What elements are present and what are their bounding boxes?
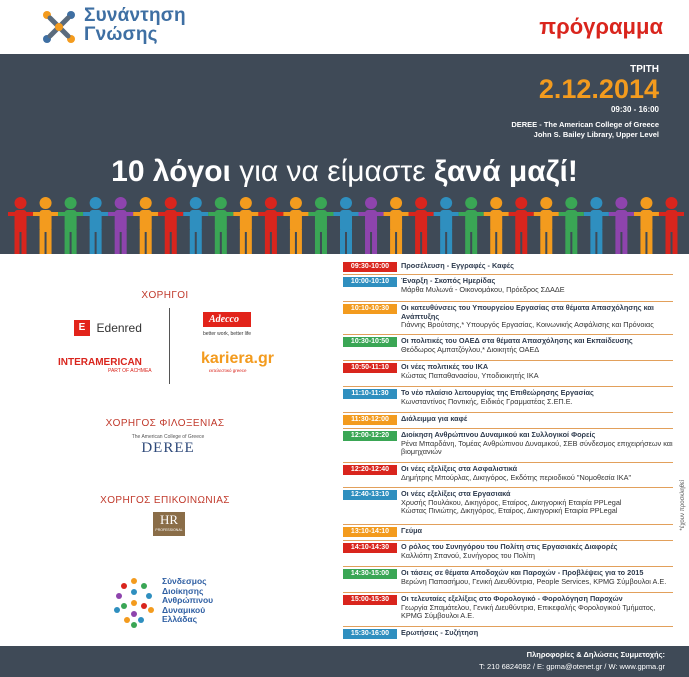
event-venue [511, 120, 659, 140]
time-badge: 11:10-11:30 [343, 389, 397, 399]
session-title: Το νέο πλαίσιο λειτουργίας της Επιθεώρησης Εργασίας [401, 388, 594, 397]
session-text [401, 465, 676, 482]
session-title: Έναρξη - Σκοπός Ημερίδας [401, 276, 496, 285]
session-text [401, 337, 676, 354]
person-figure [33, 197, 58, 254]
person-figure [359, 197, 384, 254]
session-title: Οι κατευθύνσεις του Υπουργείου Εργασίας στα θέματα Απασχόλησης και Ανάπτυξης [401, 303, 654, 321]
person-figure [534, 197, 559, 254]
kariera-logo [201, 350, 274, 373]
deree-name: DEREE [141, 440, 195, 456]
row-divider [343, 428, 673, 429]
person-figure [133, 197, 158, 254]
time-badge: 10:00-10:10 [343, 277, 397, 287]
time-badge: 14:30-15:00 [343, 569, 397, 579]
session-text [401, 595, 676, 621]
time-badge: 14:10-14:30 [343, 543, 397, 553]
time-badge: 11:30-12:00 [343, 415, 397, 425]
headline-part-3: ξανά μαζί! [433, 155, 578, 188]
session-speaker: Κώστας Παπαθανασίου, Υποδιοικητής ΙΚΑ [401, 370, 539, 380]
session-text [401, 277, 676, 294]
hosting-sponsor-title: ΧΟΡΗΓΟΣ ΦΙΛΟΞΕΝΙΑΣ [105, 418, 225, 429]
kariera-name: kariera.gr [201, 350, 274, 367]
headline-part-1: 10 λόγοι [111, 155, 231, 188]
sdade-line-5: Ελλάδας [162, 614, 198, 624]
session-speaker: Γιάννης Βρούτσης,* Υπουργός Εργασίας, Κοινωνικής Ασφάλισης και Πρόνοιας [401, 320, 654, 330]
session-speaker: Θεόδωρος Αμπατζόγλου,* Διοικητής ΟΑΕΔ [401, 344, 540, 354]
session-speaker: Γεωργία Σπαμάτελου, Γενική Διευθύντρια, Επικεφαλής Φορολογικού Τμήματος, [401, 602, 656, 612]
row-divider [343, 334, 673, 335]
session-speaker: Χρυσής Πουλάκου, Δικηγόρος, Εταίρος, Δικηγορική Εταιρία PPLegal [401, 497, 622, 507]
footer-info-label: Πληροφορίες & Δηλώσεις Συμμετοχής: [526, 650, 665, 659]
session-text [401, 490, 676, 516]
session-speaker: KPMG Σύμβουλοι Α.Ε. [401, 611, 475, 621]
time-badge: 15:30-16:00 [343, 629, 397, 639]
person-figure [409, 197, 434, 254]
kariera-tagline: εκτελεστικό greece [209, 368, 247, 373]
time-badge: 15:00-15:30 [343, 595, 397, 605]
session-speaker: Ρένα Μπαρδάνη, Τομέας Ανθρώπινου Δυναμικού, ΣΕΒ σύνδεσμος επιχειρήσεων και βιομηχανιών [401, 438, 673, 457]
session-text [401, 629, 676, 638]
person-figure [634, 197, 659, 254]
sdade-line-4: Δυναμικού [162, 604, 206, 615]
sponsors-panel [0, 254, 330, 646]
row-divider [343, 566, 673, 567]
session-text [401, 363, 676, 380]
event-date: 2.12.2014 [538, 74, 659, 104]
session-title: Οι νέες εξελίξεις στα Ασφαλιστικά [401, 464, 518, 473]
time-badge: 12:00-12:20 [343, 431, 397, 441]
session-speaker: Καλλιόπη Σπανού, Συνήγορος του Πολίτη [401, 550, 535, 560]
time-badge: 10:30-10:50 [343, 337, 397, 347]
sdade-logo-icon [109, 576, 159, 628]
person-figure [559, 197, 584, 254]
edenred-name: Edenred [96, 321, 142, 335]
person-figure [459, 197, 484, 254]
adecco-tagline: better work, better life [203, 331, 252, 337]
person-figure [258, 197, 283, 254]
session-title: Γεύμα [401, 526, 423, 535]
person-figure [609, 197, 634, 254]
session-title: Διοίκηση Ανθρώπινου Δυναμικού και Συλλογικοί Φορείς [401, 430, 596, 439]
time-badge: 12:20-12:40 [343, 465, 397, 475]
session-text [401, 543, 676, 560]
row-divider [343, 626, 673, 627]
logo-wordmark [84, 6, 186, 44]
row-divider [343, 386, 673, 387]
person-figure [83, 197, 108, 254]
person-figure [108, 197, 133, 254]
event-day: ΤΡΙΤΗ [630, 64, 659, 75]
session-title: Οι τάσεις σε θέματα Αποδοχών και Παροχών - Προβλέψεις για το 2015 [401, 568, 644, 577]
person-figure [584, 197, 609, 254]
row-divider [343, 274, 673, 275]
logo-people-icon [38, 6, 80, 48]
sdade-line-3: Ανθρώπινου [162, 595, 214, 605]
page-header [0, 0, 689, 54]
time-badge: 10:10-10:30 [343, 304, 397, 314]
interamerican-name: INTERAMERICAN [58, 357, 142, 368]
row-divider [343, 301, 673, 302]
logo-line-1: Συνάντηση [84, 5, 186, 26]
session-speaker: Κωνσταντίνος Ποντικής, Ειδικός Γραμματέας Σ.ΕΠ.Ε. [401, 396, 573, 406]
footer-contact: T: 210 6824092 / E: gpma@otenet.gr / W: www.gpma.gr [479, 662, 665, 671]
session-speaker: Κώστας Πινιώτης, Δικηγόρος, Εταίρος, Δικηγορική Εταιρία PPLegal [401, 506, 618, 516]
sdade-line-1: Σύνδεσμος [162, 576, 207, 586]
person-figure [233, 197, 258, 254]
headline-part-2: για να είμαστε [230, 155, 434, 188]
row-divider [343, 462, 673, 463]
headline [0, 155, 689, 189]
session-speaker: Βερώνη Παπασήμου, Γενική Διευθύντρια, People Services, KPMG Σύμβουλοι Α.Ε. [401, 576, 667, 586]
sdade-wordmark [162, 577, 213, 625]
person-figure [333, 197, 358, 254]
row-divider [343, 524, 673, 525]
time-badge: 10:50-11:10 [343, 363, 397, 373]
session-title: Οι νέες πολιτικές του ΙΚΑ [401, 362, 489, 371]
session-text [401, 569, 676, 586]
person-figure [384, 197, 409, 254]
adecco-name: Adecco [203, 312, 251, 327]
session-title: Προσέλευση - Εγγραφές - Καφές [401, 261, 514, 270]
session-title: Ερωτήσεις - Συζήτηση [401, 628, 479, 637]
hr-name: HR [159, 512, 179, 527]
invited-note: *έχουν προσκληθεί [680, 480, 686, 531]
time-badge: 12:40-13:10 [343, 490, 397, 500]
sdade-line-2: Διοίκησης [162, 585, 204, 596]
footer [0, 646, 689, 677]
session-text [401, 415, 676, 424]
edenred-icon: E [74, 320, 90, 336]
session-text [401, 527, 676, 536]
hero-band [0, 54, 689, 254]
interamerican-tagline: PART OF ACHMEA [108, 368, 152, 374]
session-title: Διάλειμμα για καφέ [401, 414, 468, 423]
adecco-logo [203, 312, 251, 337]
row-divider [343, 487, 673, 488]
program-label: πρόγραμμα [539, 14, 663, 39]
session-title: Ο ρόλος του Συνηγόρου του Πολίτη στις Εργασιακές Διαφορές [401, 542, 618, 551]
session-title: Οι νέες εξελίξεις στα Εργασιακά [401, 489, 511, 498]
person-figure [308, 197, 333, 254]
session-text [401, 304, 676, 330]
person-figure [283, 197, 308, 254]
people-chain-illustration [8, 196, 684, 254]
session-text [401, 431, 676, 457]
person-figure [58, 197, 83, 254]
row-divider [343, 412, 673, 413]
session-speaker: Μάρθα Μυλωνά - Οικονομάκου, Πρόεδρος ΣΔΑΔΕ [401, 284, 565, 294]
session-title: Οι τελευταίες εξελίξεις στο Φορολογικό - Φορολόγηση Παροχών [401, 594, 623, 603]
person-figure [158, 197, 183, 254]
hr-tagline: PROFESSIONAL [155, 528, 183, 532]
person-figure [183, 197, 208, 254]
row-divider [343, 592, 673, 593]
person-figure [484, 197, 509, 254]
person-figure [659, 197, 684, 254]
session-text [401, 389, 676, 406]
person-figure [208, 197, 233, 254]
session-title: Οι πολιτικές του ΟΑΕΔ στα θέματα Απασχόλησης και Εκπαίδευσης [401, 336, 633, 345]
person-figure [434, 197, 459, 254]
session-speaker: Δημήτρης Μπούρλας, Δικηγόρος, Εκδότης περιοδικού "Νομοθεσία ΙΚΑ" [401, 472, 632, 482]
row-divider [343, 360, 673, 361]
venue-line-2: John S. Bailey Library, Upper Level [533, 130, 659, 139]
interamerican-logo [58, 357, 152, 374]
deree-top-line: The American College of Greece [131, 434, 205, 440]
venue-line-1: DEREE - The American College of Greece [511, 120, 659, 129]
session-text [401, 262, 676, 271]
comm-sponsor-title: ΧΟΡΗΓΟΣ ΕΠΙΚΟΙΝΩΝΙΑΣ [100, 495, 230, 506]
edenred-logo [74, 320, 142, 336]
person-figure [509, 197, 534, 254]
time-badge: 13:10-14:10 [343, 527, 397, 537]
event-time: 09:30 - 16:00 [610, 105, 659, 114]
logo-line-2: Γνώσης [84, 24, 158, 45]
hr-logo [153, 512, 185, 536]
deree-logo [128, 434, 208, 457]
row-divider [343, 540, 673, 541]
time-badge: 09:30-10:00 [343, 262, 397, 272]
sponsor-divider [169, 308, 170, 384]
person-figure [8, 197, 33, 254]
main-sponsors-title: ΧΟΡΗΓΟΙ [141, 290, 189, 301]
